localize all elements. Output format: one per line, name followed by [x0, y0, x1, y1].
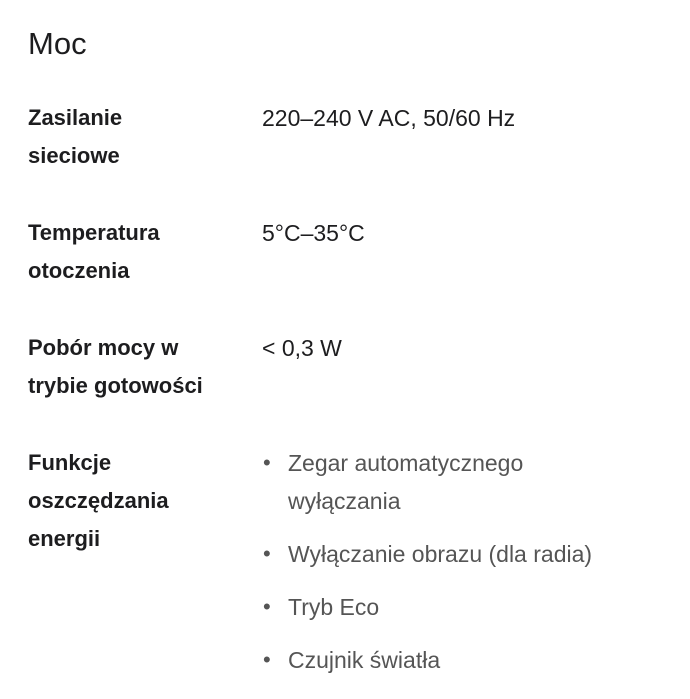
energy-saving-list — [262, 444, 662, 694]
section-title: Moc — [28, 26, 87, 61]
list-item: • Czujnik światła — [262, 641, 662, 679]
bullet-icon: • — [263, 450, 271, 475]
spec-label: Pobór mocy w trybie gotowości — [28, 335, 203, 398]
spec-label: Funkcje oszczędzania energii — [28, 450, 169, 551]
spec-value: 220–240 V AC, 50/60 Hz — [262, 105, 516, 131]
list-item: • Wyłączanie obrazu (dla radia) — [262, 535, 662, 573]
spec-value: < 0,3 W — [262, 335, 342, 361]
bullet-icon: • — [263, 594, 271, 619]
bullet-icon: • — [263, 647, 271, 672]
list-item: • Zegar automatycznego wyłączania — [262, 444, 662, 520]
spec-label: Zasilanie sieciowe — [28, 105, 123, 168]
bullet-icon: • — [263, 541, 271, 566]
list-item: • Tryb Eco — [262, 588, 662, 626]
spec-value: 5°C–35°C — [262, 220, 365, 246]
spec-label: Temperatura otoczenia — [28, 220, 160, 283]
